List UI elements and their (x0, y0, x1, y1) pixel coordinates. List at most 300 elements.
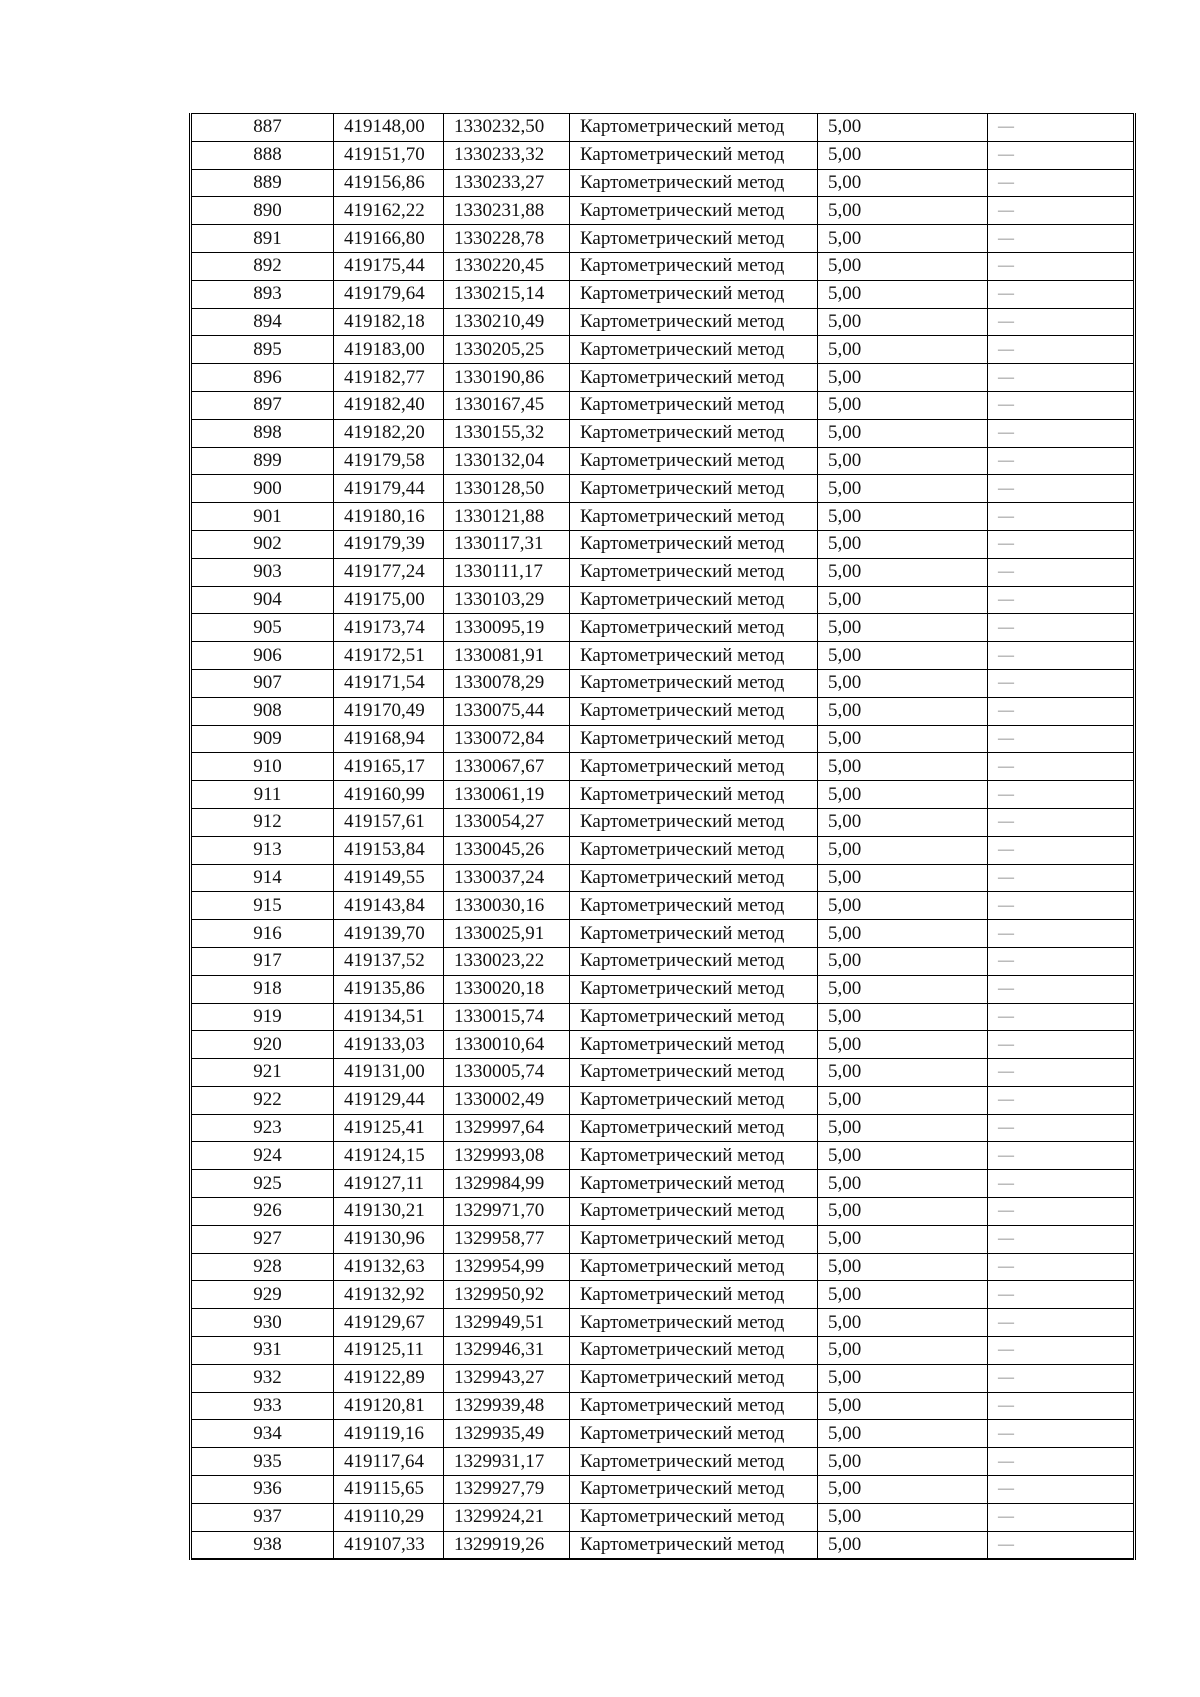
point-number-cell: 934 (191, 1420, 334, 1448)
x-coordinate-cell: 419143,84 (334, 892, 444, 920)
x-coordinate-cell: 419107,33 (334, 1531, 444, 1559)
accuracy-cell: 5,00 (818, 947, 988, 975)
table-row (191, 1003, 1135, 1031)
x-coordinate-cell: 419179,44 (334, 475, 444, 503)
method-cell: Картометрический метод (570, 781, 818, 809)
note-cell: — (988, 447, 1135, 475)
point-number-cell: 929 (191, 1281, 334, 1309)
note-cell: — (988, 725, 1135, 753)
x-coordinate-cell: 419173,74 (334, 614, 444, 642)
accuracy-cell: 5,00 (818, 1253, 988, 1281)
y-coordinate-cell: 1330233,27 (444, 169, 570, 197)
note-cell: — (988, 1281, 1135, 1309)
point-number-cell: 888 (191, 141, 334, 169)
point-number-cell: 901 (191, 503, 334, 531)
accuracy-cell: 5,00 (818, 1337, 988, 1365)
point-number-cell: 914 (191, 864, 334, 892)
x-coordinate-cell: 419149,55 (334, 864, 444, 892)
point-number-cell: 910 (191, 753, 334, 781)
note-cell: — (988, 1225, 1135, 1253)
method-cell: Картометрический метод (570, 1392, 818, 1420)
method-cell: Картометрический метод (570, 864, 818, 892)
y-coordinate-cell: 1329958,77 (444, 1225, 570, 1253)
accuracy-cell: 5,00 (818, 308, 988, 336)
y-coordinate-cell: 1330023,22 (444, 947, 570, 975)
method-cell: Картометрический метод (570, 947, 818, 975)
x-coordinate-cell: 419132,63 (334, 1253, 444, 1281)
method-cell: Картометрический метод (570, 1198, 818, 1226)
note-cell: — (988, 1364, 1135, 1392)
method-cell: Картометрический метод (570, 197, 818, 225)
table-row (191, 725, 1135, 753)
table-row (191, 530, 1135, 558)
note-cell: — (988, 1309, 1135, 1337)
table-row (191, 1503, 1135, 1531)
method-cell: Картометрический метод (570, 1531, 818, 1559)
method-cell: Картометрический метод (570, 975, 818, 1003)
y-coordinate-cell: 1330025,91 (444, 920, 570, 948)
x-coordinate-cell: 419177,24 (334, 558, 444, 586)
point-number-cell: 905 (191, 614, 334, 642)
table-row (191, 697, 1135, 725)
table-row (191, 1059, 1135, 1087)
x-coordinate-cell: 419183,00 (334, 336, 444, 364)
y-coordinate-cell: 1330117,31 (444, 530, 570, 558)
x-coordinate-cell: 419179,39 (334, 530, 444, 558)
accuracy-cell: 5,00 (818, 530, 988, 558)
table-row (191, 586, 1135, 614)
x-coordinate-cell: 419179,64 (334, 280, 444, 308)
table-row (191, 391, 1135, 419)
point-number-cell: 932 (191, 1364, 334, 1392)
method-cell: Картометрический метод (570, 419, 818, 447)
accuracy-cell: 5,00 (818, 419, 988, 447)
x-coordinate-cell: 419137,52 (334, 947, 444, 975)
accuracy-cell: 5,00 (818, 1309, 988, 1337)
table-row (191, 1031, 1135, 1059)
x-coordinate-cell: 419182,20 (334, 419, 444, 447)
note-cell: — (988, 669, 1135, 697)
x-coordinate-cell: 419179,58 (334, 447, 444, 475)
accuracy-cell: 5,00 (818, 975, 988, 1003)
y-coordinate-cell: 1330075,44 (444, 697, 570, 725)
x-coordinate-cell: 419148,00 (334, 114, 444, 142)
table-row (191, 920, 1135, 948)
note-cell: — (988, 308, 1135, 336)
table-row (191, 947, 1135, 975)
note-cell: — (988, 503, 1135, 531)
accuracy-cell: 5,00 (818, 1503, 988, 1531)
method-cell: Картометрический метод (570, 530, 818, 558)
method-cell: Картометрический метод (570, 364, 818, 392)
note-cell: — (988, 475, 1135, 503)
x-coordinate-cell: 419125,41 (334, 1114, 444, 1142)
point-number-cell: 916 (191, 920, 334, 948)
y-coordinate-cell: 1330132,04 (444, 447, 570, 475)
accuracy-cell: 5,00 (818, 225, 988, 253)
note-cell: — (988, 1170, 1135, 1198)
note-cell: — (988, 753, 1135, 781)
y-coordinate-cell: 1329971,70 (444, 1198, 570, 1226)
y-coordinate-cell: 1330037,24 (444, 864, 570, 892)
table-row (191, 892, 1135, 920)
y-coordinate-cell: 1330155,32 (444, 419, 570, 447)
note-cell: — (988, 920, 1135, 948)
point-number-cell: 921 (191, 1059, 334, 1087)
y-coordinate-cell: 1330190,86 (444, 364, 570, 392)
y-coordinate-cell: 1329946,31 (444, 1337, 570, 1365)
y-coordinate-cell: 1329924,21 (444, 1503, 570, 1531)
point-number-cell: 909 (191, 725, 334, 753)
x-coordinate-cell: 419115,65 (334, 1476, 444, 1504)
accuracy-cell: 5,00 (818, 1059, 988, 1087)
accuracy-cell: 5,00 (818, 1170, 988, 1198)
table-row (191, 864, 1135, 892)
accuracy-cell: 5,00 (818, 669, 988, 697)
method-cell: Картометрический метод (570, 753, 818, 781)
point-number-cell: 918 (191, 975, 334, 1003)
method-cell: Картометрический метод (570, 920, 818, 948)
method-cell: Картометрический метод (570, 725, 818, 753)
accuracy-cell: 5,00 (818, 1142, 988, 1170)
accuracy-cell: 5,00 (818, 1476, 988, 1504)
accuracy-cell: 5,00 (818, 1448, 988, 1476)
x-coordinate-cell: 419160,99 (334, 781, 444, 809)
accuracy-cell: 5,00 (818, 864, 988, 892)
point-number-cell: 933 (191, 1392, 334, 1420)
x-coordinate-cell: 419124,15 (334, 1142, 444, 1170)
method-cell: Картометрический метод (570, 1364, 818, 1392)
x-coordinate-cell: 419175,44 (334, 252, 444, 280)
note-cell: — (988, 1086, 1135, 1114)
table-row (191, 1448, 1135, 1476)
accuracy-cell: 5,00 (818, 642, 988, 670)
method-cell: Картометрический метод (570, 1031, 818, 1059)
method-cell: Картометрический метод (570, 1142, 818, 1170)
method-cell: Картометрический метод (570, 308, 818, 336)
note-cell: — (988, 808, 1135, 836)
table-row (191, 1337, 1135, 1365)
point-number-cell: 938 (191, 1531, 334, 1559)
x-coordinate-cell: 419129,67 (334, 1309, 444, 1337)
point-number-cell: 906 (191, 642, 334, 670)
x-coordinate-cell: 419127,11 (334, 1170, 444, 1198)
point-number-cell: 911 (191, 781, 334, 809)
table-row (191, 781, 1135, 809)
point-number-cell: 924 (191, 1142, 334, 1170)
accuracy-cell: 5,00 (818, 1198, 988, 1226)
y-coordinate-cell: 1330015,74 (444, 1003, 570, 1031)
accuracy-cell: 5,00 (818, 391, 988, 419)
x-coordinate-cell: 419130,96 (334, 1225, 444, 1253)
y-coordinate-cell: 1330103,29 (444, 586, 570, 614)
point-number-cell: 912 (191, 808, 334, 836)
note-cell: — (988, 1198, 1135, 1226)
accuracy-cell: 5,00 (818, 586, 988, 614)
note-cell: — (988, 336, 1135, 364)
note-cell: — (988, 642, 1135, 670)
accuracy-cell: 5,00 (818, 614, 988, 642)
point-number-cell: 937 (191, 1503, 334, 1531)
y-coordinate-cell: 1330002,49 (444, 1086, 570, 1114)
point-number-cell: 917 (191, 947, 334, 975)
x-coordinate-cell: 419110,29 (334, 1503, 444, 1531)
accuracy-cell: 5,00 (818, 697, 988, 725)
method-cell: Картометрический метод (570, 336, 818, 364)
accuracy-cell: 5,00 (818, 1003, 988, 1031)
x-coordinate-cell: 419119,16 (334, 1420, 444, 1448)
accuracy-cell: 5,00 (818, 836, 988, 864)
coordinates-table (189, 113, 1136, 1560)
note-cell: — (988, 1448, 1135, 1476)
table-row (191, 1253, 1135, 1281)
y-coordinate-cell: 1329954,99 (444, 1253, 570, 1281)
table-row (191, 1198, 1135, 1226)
method-cell: Картометрический метод (570, 697, 818, 725)
y-coordinate-cell: 1329939,48 (444, 1392, 570, 1420)
note-cell: — (988, 364, 1135, 392)
y-coordinate-cell: 1330205,25 (444, 336, 570, 364)
point-number-cell: 927 (191, 1225, 334, 1253)
point-number-cell: 930 (191, 1309, 334, 1337)
note-cell: — (988, 947, 1135, 975)
table-row (191, 836, 1135, 864)
note-cell: — (988, 1059, 1135, 1087)
y-coordinate-cell: 1330095,19 (444, 614, 570, 642)
x-coordinate-cell: 419131,00 (334, 1059, 444, 1087)
table-row (191, 808, 1135, 836)
point-number-cell: 923 (191, 1114, 334, 1142)
note-cell: — (988, 1420, 1135, 1448)
y-coordinate-cell: 1330232,50 (444, 114, 570, 142)
x-coordinate-cell: 419135,86 (334, 975, 444, 1003)
y-coordinate-cell: 1329931,17 (444, 1448, 570, 1476)
note-cell: — (988, 892, 1135, 920)
y-coordinate-cell: 1330210,49 (444, 308, 570, 336)
method-cell: Картометрический метод (570, 836, 818, 864)
note-cell: — (988, 614, 1135, 642)
x-coordinate-cell: 419130,21 (334, 1198, 444, 1226)
point-number-cell: 936 (191, 1476, 334, 1504)
method-cell: Картометрический метод (570, 1086, 818, 1114)
note-cell: — (988, 1003, 1135, 1031)
accuracy-cell: 5,00 (818, 1281, 988, 1309)
table-row (191, 1114, 1135, 1142)
y-coordinate-cell: 1330128,50 (444, 475, 570, 503)
note-cell: — (988, 114, 1135, 142)
method-cell: Картометрический метод (570, 1476, 818, 1504)
accuracy-cell: 5,00 (818, 808, 988, 836)
x-coordinate-cell: 419165,17 (334, 753, 444, 781)
table-row (191, 336, 1135, 364)
method-cell: Картометрический метод (570, 1225, 818, 1253)
y-coordinate-cell: 1330111,17 (444, 558, 570, 586)
note-cell: — (988, 781, 1135, 809)
accuracy-cell: 5,00 (818, 252, 988, 280)
method-cell: Картометрический метод (570, 808, 818, 836)
x-coordinate-cell: 419172,51 (334, 642, 444, 670)
x-coordinate-cell: 419182,77 (334, 364, 444, 392)
accuracy-cell: 5,00 (818, 141, 988, 169)
note-cell: — (988, 169, 1135, 197)
note-cell: — (988, 197, 1135, 225)
point-number-cell: 892 (191, 252, 334, 280)
point-number-cell: 891 (191, 225, 334, 253)
y-coordinate-cell: 1330233,32 (444, 141, 570, 169)
method-cell: Картометрический метод (570, 1253, 818, 1281)
x-coordinate-cell: 419168,94 (334, 725, 444, 753)
accuracy-cell: 5,00 (818, 336, 988, 364)
note-cell: — (988, 558, 1135, 586)
note-cell: — (988, 280, 1135, 308)
accuracy-cell: 5,00 (818, 725, 988, 753)
method-cell: Картометрический метод (570, 169, 818, 197)
note-cell: — (988, 1337, 1135, 1365)
point-number-cell: 913 (191, 836, 334, 864)
table-row (191, 642, 1135, 670)
method-cell: Картометрический метод (570, 1448, 818, 1476)
point-number-cell: 898 (191, 419, 334, 447)
point-number-cell: 925 (191, 1170, 334, 1198)
x-coordinate-cell: 419122,89 (334, 1364, 444, 1392)
y-coordinate-cell: 1329949,51 (444, 1309, 570, 1337)
point-number-cell: 900 (191, 475, 334, 503)
y-coordinate-cell: 1329950,92 (444, 1281, 570, 1309)
note-cell: — (988, 1503, 1135, 1531)
table-row (191, 1225, 1135, 1253)
accuracy-cell: 5,00 (818, 558, 988, 586)
x-coordinate-cell: 419139,70 (334, 920, 444, 948)
note-cell: — (988, 1031, 1135, 1059)
point-number-cell: 907 (191, 669, 334, 697)
table-row (191, 975, 1135, 1003)
table-row (191, 1476, 1135, 1504)
method-cell: Картометрический метод (570, 642, 818, 670)
y-coordinate-cell: 1329997,64 (444, 1114, 570, 1142)
method-cell: Картометрический метод (570, 114, 818, 142)
y-coordinate-cell: 1330045,26 (444, 836, 570, 864)
y-coordinate-cell: 1330220,45 (444, 252, 570, 280)
point-number-cell: 887 (191, 114, 334, 142)
table-row (191, 1364, 1135, 1392)
point-number-cell: 895 (191, 336, 334, 364)
accuracy-cell: 5,00 (818, 920, 988, 948)
accuracy-cell: 5,00 (818, 1225, 988, 1253)
method-cell: Картометрический метод (570, 1420, 818, 1448)
y-coordinate-cell: 1330231,88 (444, 197, 570, 225)
accuracy-cell: 5,00 (818, 1086, 988, 1114)
method-cell: Картометрический метод (570, 1337, 818, 1365)
method-cell: Картометрический метод (570, 669, 818, 697)
accuracy-cell: 5,00 (818, 280, 988, 308)
x-coordinate-cell: 419182,40 (334, 391, 444, 419)
point-number-cell: 890 (191, 197, 334, 225)
point-number-cell: 931 (191, 1337, 334, 1365)
y-coordinate-cell: 1330005,74 (444, 1059, 570, 1087)
note-cell: — (988, 1142, 1135, 1170)
note-cell: — (988, 1253, 1135, 1281)
table-row (191, 308, 1135, 336)
x-coordinate-cell: 419151,70 (334, 141, 444, 169)
method-cell: Картометрический метод (570, 1170, 818, 1198)
y-coordinate-cell: 1330030,16 (444, 892, 570, 920)
accuracy-cell: 5,00 (818, 503, 988, 531)
method-cell: Картометрический метод (570, 475, 818, 503)
accuracy-cell: 5,00 (818, 475, 988, 503)
method-cell: Картометрический метод (570, 225, 818, 253)
x-coordinate-cell: 419129,44 (334, 1086, 444, 1114)
note-cell: — (988, 697, 1135, 725)
method-cell: Картометрический метод (570, 614, 818, 642)
y-coordinate-cell: 1330121,88 (444, 503, 570, 531)
x-coordinate-cell: 419166,80 (334, 225, 444, 253)
point-number-cell: 915 (191, 892, 334, 920)
method-cell: Картометрический метод (570, 558, 818, 586)
y-coordinate-cell: 1330054,27 (444, 808, 570, 836)
table-row (191, 197, 1135, 225)
point-number-cell: 896 (191, 364, 334, 392)
x-coordinate-cell: 419182,18 (334, 308, 444, 336)
x-coordinate-cell: 419171,54 (334, 669, 444, 697)
method-cell: Картометрический метод (570, 892, 818, 920)
y-coordinate-cell: 1329984,99 (444, 1170, 570, 1198)
x-coordinate-cell: 419180,16 (334, 503, 444, 531)
point-number-cell: 897 (191, 391, 334, 419)
method-cell: Картометрический метод (570, 391, 818, 419)
y-coordinate-cell: 1330167,45 (444, 391, 570, 419)
accuracy-cell: 5,00 (818, 169, 988, 197)
accuracy-cell: 5,00 (818, 1364, 988, 1392)
method-cell: Картометрический метод (570, 1281, 818, 1309)
table-row (191, 669, 1135, 697)
point-number-cell: 893 (191, 280, 334, 308)
note-cell: — (988, 141, 1135, 169)
method-cell: Картометрический метод (570, 280, 818, 308)
table-row (191, 225, 1135, 253)
table-row (191, 141, 1135, 169)
coordinates-table-body (191, 114, 1135, 1560)
method-cell: Картометрический метод (570, 1059, 818, 1087)
method-cell: Картометрический метод (570, 1309, 818, 1337)
x-coordinate-cell: 419175,00 (334, 586, 444, 614)
note-cell: — (988, 1531, 1135, 1559)
table-row (191, 280, 1135, 308)
accuracy-cell: 5,00 (818, 447, 988, 475)
accuracy-cell: 5,00 (818, 197, 988, 225)
note-cell: — (988, 1392, 1135, 1420)
table-row (191, 1392, 1135, 1420)
y-coordinate-cell: 1330020,18 (444, 975, 570, 1003)
y-coordinate-cell: 1329919,26 (444, 1531, 570, 1559)
table-row (191, 1420, 1135, 1448)
method-cell: Картометрический метод (570, 503, 818, 531)
y-coordinate-cell: 1330228,78 (444, 225, 570, 253)
y-coordinate-cell: 1330010,64 (444, 1031, 570, 1059)
accuracy-cell: 5,00 (818, 1531, 988, 1559)
point-number-cell: 919 (191, 1003, 334, 1031)
table-row (191, 419, 1135, 447)
table-row (191, 447, 1135, 475)
note-cell: — (988, 975, 1135, 1003)
x-coordinate-cell: 419133,03 (334, 1031, 444, 1059)
table-row (191, 558, 1135, 586)
point-number-cell: 908 (191, 697, 334, 725)
y-coordinate-cell: 1330072,84 (444, 725, 570, 753)
point-number-cell: 899 (191, 447, 334, 475)
accuracy-cell: 5,00 (818, 781, 988, 809)
note-cell: — (988, 225, 1135, 253)
point-number-cell: 902 (191, 530, 334, 558)
